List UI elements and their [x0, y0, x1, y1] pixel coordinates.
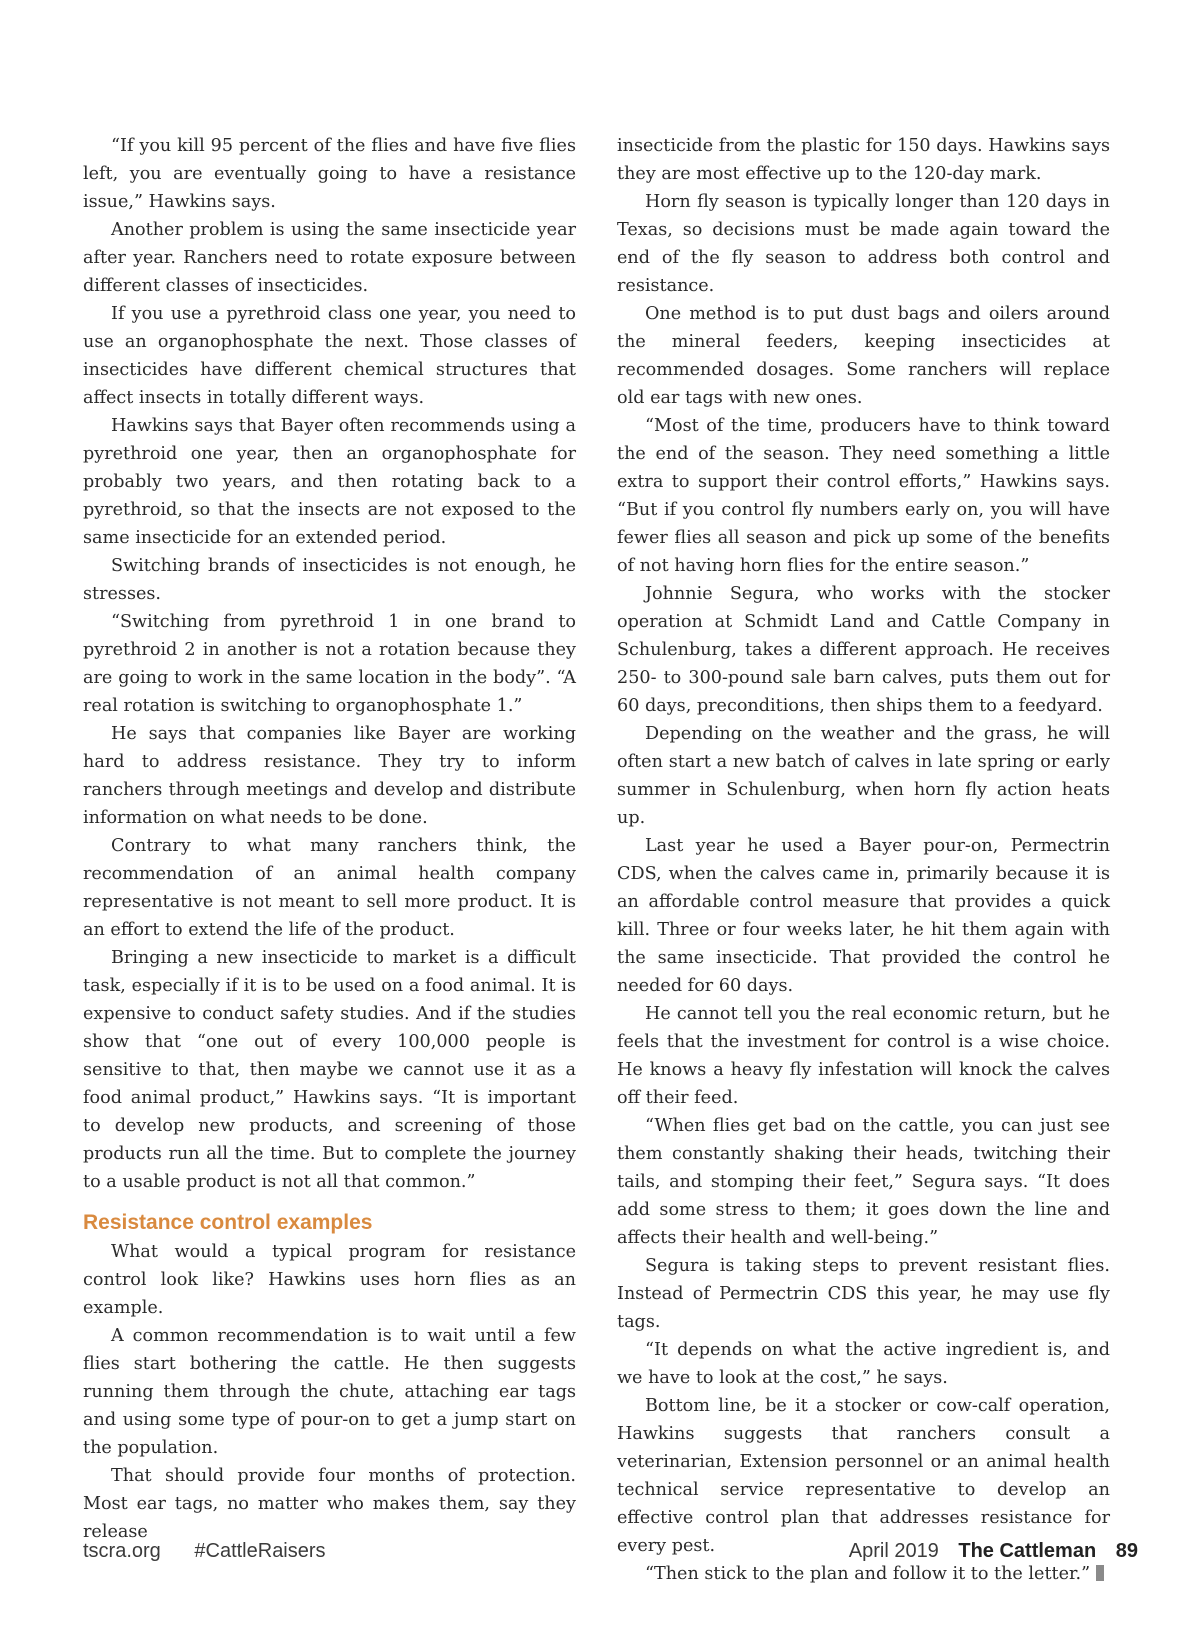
body-paragraph: “When flies get bad on the cattle, you can just see them constantly shaking their heads, twitching their tails, and stomping their feet,” Segura says. “It does add some stress to them; it goes down the line and affects their health and well-being.” [617, 1116, 1110, 1248]
final-paragraph [617, 1560, 1110, 1588]
final-paragraph-text: “Then stick to the plan and follow it to the letter.” [645, 1564, 1091, 1584]
body-paragraph: “Switching from pyrethroid 1 in one brand to pyrethroid 2 in another is not a rotation because they are going to work in the same location in the body”. “A real rotation is switching to organophosphate 1.” [83, 612, 576, 716]
body-paragraph: Bottom line, be it a stocker or cow-calf operation, Hawkins suggests that ranchers consult a veterinarian, Extension personnel or an animal health technical service representative to develop an effective control plan that addresses resistance for every pest. [617, 1396, 1110, 1556]
footer-hashtag: #CattleRaisers [194, 1540, 326, 1562]
issue-date: April 2019 [848, 1540, 939, 1562]
body-paragraph: A common recommendation is to wait until a few flies start bothering the cattle. He then suggests running them through the chute, attaching ear tags and using some type of pour-on to get a jump start on the population. [83, 1326, 576, 1458]
body-paragraph: Contrary to what many ranchers think, the recommendation of an animal health company representative is not meant to sell more product. It is an effort to extend the life of the product. [83, 836, 576, 940]
body-paragraph: Johnnie Segura, who works with the stocker operation at Schmidt Land and Cattle Company in Schulenburg, takes a different approach. He receives 250- to 300-pound sale barn calves, puts them out for 60 days, preconditions, then ships them to a feedyard. [617, 584, 1110, 716]
footer-left [83, 1540, 326, 1563]
body-paragraph-continued: insecticide from the plastic for 150 days. Hawkins says they are most effective up to the 120-day mark. [617, 136, 1110, 184]
end-of-article-mark [1096, 1565, 1104, 1581]
publication-name: The Cattleman [958, 1540, 1097, 1562]
body-paragraph: Segura is taking steps to prevent resistant flies. Instead of Permectrin CDS this year, he may use fly tags. [617, 1256, 1110, 1332]
body-paragraph: One method is to put dust bags and oilers around the mineral feeders, keeping insecticides at recommended dosages. Some ranchers will replace old ear tags with new ones. [617, 304, 1110, 408]
body-paragraph: Depending on the weather and the grass, he will often start a new batch of calves in late spring or early summer in Schulenburg, when horn fly action heats up. [617, 724, 1110, 828]
footer-right [849, 1540, 1138, 1563]
body-paragraph: Last year he used a Bayer pour-on, Permectrin CDS, when the calves came in, primarily because it is an affordable control measure that provides a quick kill. Three or four weeks later, he hit them again with the same insecticide. That provided the control he needed for 60 days. [617, 836, 1110, 996]
page-number: 89 [1115, 1540, 1138, 1562]
body-paragraph: He says that companies like Bayer are working hard to address resistance. They try to inform ranchers through meetings and develop and distribute information on what needs to be done. [83, 724, 576, 828]
right-column [617, 132, 1110, 1588]
body-paragraph: Switching brands of insecticides is not enough, he stresses. [83, 556, 576, 604]
body-paragraph: He cannot tell you the real economic return, but he feels that the investment for control is a wise choice. He knows a heavy fly infestation will knock the calves off their feed. [617, 1004, 1110, 1108]
body-paragraph: Horn fly season is typically longer than 120 days in Texas, so decisions must be made again toward the end of the fly season to address both control and resistance. [617, 192, 1110, 296]
section-subheading: Resistance control examples [83, 1211, 373, 1234]
body-paragraph: If you use a pyrethroid class one year, you need to use an organophosphate the next. Those classes of insecticides have different chemical structures that affect insects in totally different ways. [83, 304, 576, 408]
body-paragraph: “Most of the time, producers have to think toward the end of the season. They need something a little extra to support their control efforts,” Hawkins says. “But if you control fly numbers early on, you will have fewer flies all season and pick up some of the benefits of not having horn flies for the entire season.” [617, 416, 1110, 576]
body-paragraph: “It depends on what the active ingredient is, and we have to look at the cost,” he says. [617, 1340, 1110, 1388]
footer-website-link[interactable]: tscra.org [83, 1540, 161, 1562]
body-paragraph: That should provide four months of protection. Most ear tags, no matter who makes them, say they release [83, 1466, 576, 1542]
body-paragraph: Bringing a new insecticide to market is a difficult task, especially if it is to be used on a food animal. It is expensive to conduct safety studies. And if the studies show that “one out of every 100,000 people is sensitive to that, then maybe we cannot use it as a food animal product,” Hawkins says. “It is important to develop new products, and screening of those products run all the time. But to complete the journey to a usable product is not all that common.” [83, 948, 576, 1192]
body-paragraph: Another problem is using the same insecticide year after year. Ranchers need to rotate exposure between different classes of insecticides. [83, 220, 576, 296]
body-paragraph: “If you kill 95 percent of the flies and have five flies left, you are eventually going to have a resistance issue,” Hawkins says. [83, 136, 576, 212]
body-paragraph: Hawkins says that Bayer often recommends using a pyrethroid one year, then an organophosphate for probably two years, and then rotating back to a pyrethroid, so that the insects are not exposed to the same insecticide for an extended period. [83, 416, 576, 548]
body-paragraph: What would a typical program for resistance control look like? Hawkins uses horn flies as an example. [83, 1242, 576, 1318]
left-column [83, 132, 576, 1546]
